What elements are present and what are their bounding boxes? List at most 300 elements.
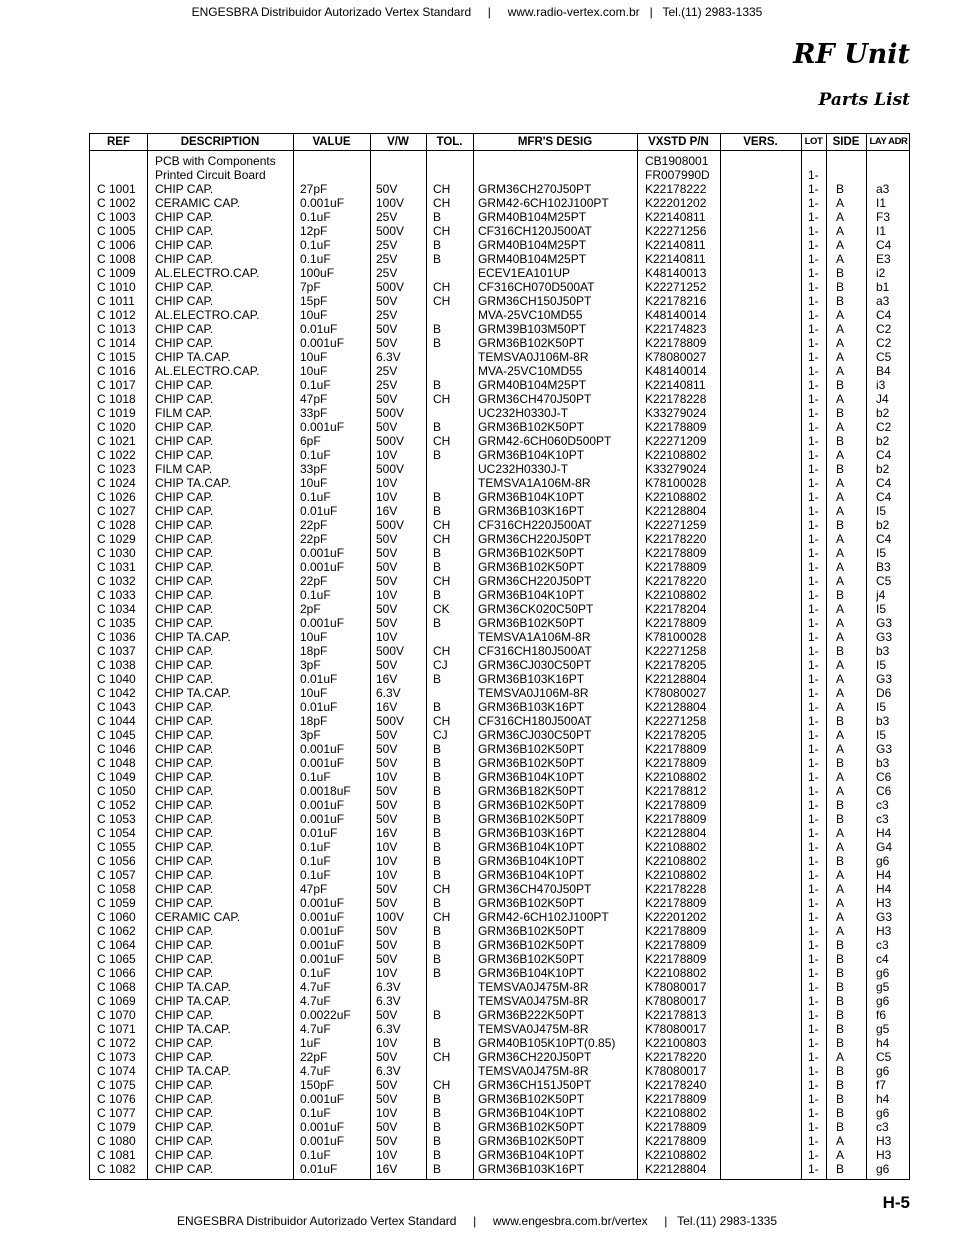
cell-vw: 6.3V xyxy=(376,980,401,994)
cell-value: 10uF xyxy=(300,364,328,378)
cell-value: 2pF xyxy=(300,602,321,616)
cell-ref: C 1082 xyxy=(97,1162,136,1176)
cell-mfr-desig: GRM36B103K16PT xyxy=(478,672,585,686)
cell-lay-adr: b2 xyxy=(876,406,890,420)
cell-vw: 10V xyxy=(376,630,398,644)
cell-description: CHIP TA.CAP. xyxy=(155,1064,231,1078)
cell-value: 0.1uF xyxy=(300,840,331,854)
cell-description: CHIP CAP. xyxy=(155,798,214,812)
table-row xyxy=(90,350,909,364)
cell-side: A xyxy=(836,924,845,938)
cell-lot: 1- xyxy=(808,840,819,854)
cell-vw: 500V xyxy=(376,434,405,448)
cell-vxstd-pn: K22178228 xyxy=(645,882,707,896)
table-row xyxy=(90,994,909,1008)
cell-vxstd-pn: K22140811 xyxy=(645,252,706,266)
cell-lay-adr: E3 xyxy=(876,252,891,266)
cell-side: A xyxy=(836,336,845,350)
cell-lot: 1- xyxy=(808,966,819,980)
cell-mfr-desig: MVA-25VC10MD55 xyxy=(478,308,583,322)
cell-vw: 10V xyxy=(376,490,398,504)
cell-side: A xyxy=(836,602,845,616)
cell-side: A xyxy=(836,238,845,252)
cell-vxstd-pn: K22178809 xyxy=(645,1134,707,1148)
cell-vxstd-pn: K22174823 xyxy=(645,322,707,336)
cell-side: A xyxy=(836,840,845,854)
table-row xyxy=(90,1134,909,1148)
cell-value: 0.001uF xyxy=(300,420,345,434)
cell-vxstd-pn: K22128804 xyxy=(645,700,707,714)
cell-mfr-desig: GRM36B104K10PT xyxy=(478,1148,585,1162)
cell-ref: C 1038 xyxy=(97,658,136,672)
cell-vw: 6.3V xyxy=(376,686,401,700)
table-row xyxy=(90,840,909,854)
cell-vw: 50V xyxy=(376,1078,398,1092)
cell-vw: 500V xyxy=(376,518,405,532)
cell-side: B xyxy=(836,812,845,826)
cell-vw: 50V xyxy=(376,182,398,196)
cell-tol: B xyxy=(433,1162,442,1176)
cell-tol: B xyxy=(433,1106,442,1120)
cell-lot: 1- xyxy=(808,658,819,672)
cell-lot: 1- xyxy=(808,896,819,910)
cell-description: CHIP CAP. xyxy=(155,1120,214,1134)
table-row xyxy=(90,378,909,392)
table-row xyxy=(90,266,909,280)
cell-mfr-desig: GRM36B103K16PT xyxy=(478,504,585,518)
cell-description: CHIP CAP. xyxy=(155,336,214,350)
cell-mfr-desig: TEMSVA1A106M-8R xyxy=(478,476,591,490)
cell-description: CHIP CAP. xyxy=(155,518,214,532)
cell-lay-adr: c3 xyxy=(876,798,889,812)
cell-mfr-desig: GRM36B104K10PT xyxy=(478,588,585,602)
cell-ref: C 1015 xyxy=(97,350,136,364)
table-row xyxy=(90,322,909,336)
table-body xyxy=(90,154,909,1176)
cell-lay-adr: C2 xyxy=(876,336,892,350)
cell-ref: C 1062 xyxy=(97,924,136,938)
cell-value: 1uF xyxy=(300,1036,321,1050)
cell-description: CERAMIC CAP. xyxy=(155,910,241,924)
cell-lay-adr: h4 xyxy=(876,1092,890,1106)
table-row xyxy=(90,1162,909,1176)
cell-lot: 1- xyxy=(808,1134,819,1148)
cell-tol: CH xyxy=(433,644,451,658)
cell-tol: CH xyxy=(433,714,451,728)
cell-vw: 10V xyxy=(376,1148,398,1162)
cell-lot: 1- xyxy=(808,420,819,434)
cell-ref: C 1032 xyxy=(97,574,136,588)
cell-vw: 500V xyxy=(376,406,405,420)
table-row xyxy=(90,476,909,490)
table-row xyxy=(90,420,909,434)
cell-ref: C 1044 xyxy=(97,714,136,728)
cell-mfr-desig: GRM36B104K10PT xyxy=(478,840,585,854)
cell-description: CHIP CAP. xyxy=(155,238,214,252)
cell-value: 0.1uF xyxy=(300,868,331,882)
table-row xyxy=(90,574,909,588)
cell-side: A xyxy=(836,210,845,224)
cell-vxstd-pn: K22140811 xyxy=(645,238,706,252)
cell-lay-adr: H4 xyxy=(876,882,892,896)
cell-value: 22pF xyxy=(300,532,328,546)
cell-vw: 50V xyxy=(376,294,398,308)
cell-lot: 1- xyxy=(808,182,819,196)
cell-description: CHIP CAP. xyxy=(155,756,214,770)
cell-value: 0.01uF xyxy=(300,1162,338,1176)
cell-lay-adr: C6 xyxy=(876,784,892,798)
cell-lot: 1- xyxy=(808,798,819,812)
cell-mfr-desig: GRM36CH220J50PT xyxy=(478,1050,592,1064)
cell-lay-adr: H4 xyxy=(876,826,892,840)
cell-value: 10uF xyxy=(300,630,328,644)
cell-lay-adr: i3 xyxy=(876,378,886,392)
cell-ref: C 1045 xyxy=(97,728,136,742)
cell-lay-adr: b2 xyxy=(876,462,890,476)
cell-tol: B xyxy=(433,210,442,224)
cell-value: 4.7uF xyxy=(300,994,331,1008)
cell-description: CHIP CAP. xyxy=(155,490,214,504)
cell-tol: CH xyxy=(433,224,451,238)
cell-lot: 1- xyxy=(808,756,819,770)
cell-vw: 50V xyxy=(376,1050,398,1064)
cell-value: 0.0022uF xyxy=(300,1008,351,1022)
cell-lay-adr: I5 xyxy=(876,504,887,518)
cell-lay-adr: g6 xyxy=(876,966,890,980)
cell-vxstd-pn: K48140013 xyxy=(645,266,707,280)
cell-tol: B xyxy=(433,336,442,350)
cell-value: 0.001uF xyxy=(300,924,345,938)
cell-vw: 50V xyxy=(376,1120,398,1134)
cell-vxstd-pn: K22140811 xyxy=(645,210,706,224)
cell-description: CHIP CAP. xyxy=(155,1078,214,1092)
cell-side: B xyxy=(836,938,845,952)
cell-lot: 1- xyxy=(808,1022,819,1036)
cell-lot: 1- xyxy=(808,252,819,266)
cell-description: CHIP CAP. xyxy=(155,714,214,728)
cell-description: CHIP CAP. xyxy=(155,546,214,560)
cell-ref: C 1009 xyxy=(97,266,136,280)
cell-side: B xyxy=(836,644,845,658)
cell-description: CHIP CAP. xyxy=(155,700,214,714)
table-row xyxy=(90,532,909,546)
cell-vxstd-pn: CB1908001 xyxy=(645,154,709,168)
cell-ref: C 1071 xyxy=(97,1022,136,1036)
cell-ref: C 1018 xyxy=(97,392,136,406)
cell-vw: 50V xyxy=(376,756,398,770)
cell-lay-adr: f7 xyxy=(876,1078,887,1092)
cell-ref: C 1072 xyxy=(97,1036,136,1050)
cell-vxstd-pn: K22178809 xyxy=(645,896,707,910)
cell-ref: C 1077 xyxy=(97,1106,136,1120)
table-row xyxy=(90,812,909,826)
cell-mfr-desig: GRM36CH270J50PT xyxy=(478,182,592,196)
cell-description: CHIP CAP. xyxy=(155,644,214,658)
cell-ref: C 1080 xyxy=(97,1134,136,1148)
cell-side: B xyxy=(836,714,845,728)
cell-tol: B xyxy=(433,840,442,854)
cell-side: A xyxy=(836,490,845,504)
cell-mfr-desig: GRM36B102K50PT xyxy=(478,1092,585,1106)
cell-value: 18pF xyxy=(300,714,328,728)
cell-vxstd-pn: K22178809 xyxy=(645,1120,707,1134)
cell-description: CHIP CAP. xyxy=(155,182,214,196)
cell-value: 4.7uF xyxy=(300,980,331,994)
header-vw: V/W xyxy=(387,136,409,148)
cell-mfr-desig: GRM36B103K16PT xyxy=(478,1162,585,1176)
cell-lot: 1- xyxy=(808,476,819,490)
cell-vw: 10V xyxy=(376,854,398,868)
cell-description: CHIP CAP. xyxy=(155,672,214,686)
cell-mfr-desig: GRM36B104K10PT xyxy=(478,854,585,868)
cell-lay-adr: c3 xyxy=(876,1120,889,1134)
cell-vxstd-pn: K22178809 xyxy=(645,336,707,350)
cell-side: A xyxy=(836,742,845,756)
cell-tol: B xyxy=(433,1036,442,1050)
cell-value: 0.001uF xyxy=(300,798,345,812)
cell-description: CHIP CAP. xyxy=(155,952,214,966)
cell-lot: 1- xyxy=(808,952,819,966)
cell-vw: 6.3V xyxy=(376,350,401,364)
cell-tol: B xyxy=(433,504,442,518)
cell-tol: B xyxy=(433,420,442,434)
cell-tol: B xyxy=(433,854,442,868)
cell-mfr-desig: GRM36B102K50PT xyxy=(478,1120,585,1134)
cell-lot: 1- xyxy=(808,1148,819,1162)
cell-description: CHIP CAP. xyxy=(155,378,214,392)
cell-ref: C 1012 xyxy=(97,308,136,322)
cell-value: 0.1uF xyxy=(300,378,331,392)
cell-lay-adr: j4 xyxy=(876,588,886,602)
cell-lot: 1- xyxy=(808,308,819,322)
cell-side: A xyxy=(836,1148,845,1162)
cell-value: 0.001uF xyxy=(300,336,345,350)
cell-vxstd-pn: K22128804 xyxy=(645,672,707,686)
cell-tol: B xyxy=(433,812,442,826)
cell-value: 0.1uF xyxy=(300,252,331,266)
table-row xyxy=(90,1120,909,1134)
cell-lay-adr: H3 xyxy=(876,896,892,910)
cell-value: 33pF xyxy=(300,462,328,476)
cell-side: B xyxy=(836,994,845,1008)
cell-mfr-desig: GRM36B104K10PT xyxy=(478,868,585,882)
cell-description: CHIP TA.CAP. xyxy=(155,994,231,1008)
cell-value: 33pF xyxy=(300,406,328,420)
cell-description: CHIP CAP. xyxy=(155,434,214,448)
cell-vw: 50V xyxy=(376,938,398,952)
cell-tol: B xyxy=(433,700,442,714)
cell-ref: C 1079 xyxy=(97,1120,136,1134)
cell-value: 22pF xyxy=(300,574,328,588)
cell-vxstd-pn: K22178809 xyxy=(645,812,707,826)
page-header: ENGESBRA Distribuidor Autorizado Vertex Standard | www.radio-vertex.com.br | Tel.(11) 2983-1335 xyxy=(191,5,763,19)
cell-value: 47pF xyxy=(300,882,328,896)
cell-vxstd-pn: K22128804 xyxy=(645,826,707,840)
cell-description: CHIP CAP. xyxy=(155,812,214,826)
cell-mfr-desig: GRM36CJ030C50PT xyxy=(478,658,592,672)
cell-value: 0.1uF xyxy=(300,490,331,504)
cell-side: B xyxy=(836,1064,845,1078)
cell-lay-adr: I5 xyxy=(876,546,887,560)
cell-lay-adr: C2 xyxy=(876,322,892,336)
table-row xyxy=(90,672,909,686)
cell-lot: 1- xyxy=(808,1008,819,1022)
cell-vw: 50V xyxy=(376,896,398,910)
cell-lay-adr: G3 xyxy=(876,910,893,924)
cell-tol: CH xyxy=(433,1078,451,1092)
cell-lot: 1- xyxy=(808,700,819,714)
cell-value: 0.1uF xyxy=(300,854,331,868)
cell-vxstd-pn: K22271258 xyxy=(645,714,707,728)
table-row xyxy=(90,714,909,728)
cell-ref: C 1054 xyxy=(97,826,136,840)
cell-vw: 6.3V xyxy=(376,1064,401,1078)
cell-lot: 1- xyxy=(808,532,819,546)
cell-tol: CH xyxy=(433,532,451,546)
cell-side: B xyxy=(836,1106,845,1120)
header-lay-adr: LAY ADR xyxy=(869,136,908,147)
cell-ref: C 1036 xyxy=(97,630,136,644)
cell-value: 0.1uF xyxy=(300,238,331,252)
cell-vw: 50V xyxy=(376,602,398,616)
header-vxstd-pn: VXSTD P/N xyxy=(648,136,709,148)
cell-lot: 1- xyxy=(808,742,819,756)
cell-vxstd-pn: K22178240 xyxy=(645,1078,707,1092)
cell-lay-adr: G3 xyxy=(876,672,893,686)
cell-lot: 1- xyxy=(808,1162,819,1176)
cell-mfr-desig: GRM40B104M25PT xyxy=(478,210,587,224)
cell-value: 0.01uF xyxy=(300,826,338,840)
cell-lay-adr: I5 xyxy=(876,700,887,714)
table-row xyxy=(90,1050,909,1064)
cell-description: CHIP TA.CAP. xyxy=(155,980,231,994)
cell-description: CHIP CAP. xyxy=(155,1050,214,1064)
cell-vw: 10V xyxy=(376,966,398,980)
cell-lot: 1- xyxy=(808,280,819,294)
table-row xyxy=(90,728,909,742)
cell-side: A xyxy=(836,700,845,714)
cell-vw: 50V xyxy=(376,532,398,546)
cell-lay-adr: c3 xyxy=(876,812,889,826)
cell-mfr-desig: GRM36B104K10PT xyxy=(478,1106,585,1120)
cell-vxstd-pn: K22201202 xyxy=(645,910,707,924)
cell-vw: 10V xyxy=(376,840,398,854)
cell-description: CHIP CAP. xyxy=(155,966,214,980)
table-row xyxy=(90,882,909,896)
cell-value: 0.1uF xyxy=(300,1148,331,1162)
cell-side: A xyxy=(836,252,845,266)
cell-ref: C 1033 xyxy=(97,588,136,602)
table-row xyxy=(90,630,909,644)
cell-tol: CH xyxy=(433,182,451,196)
table-row xyxy=(90,392,909,406)
cell-lay-adr: C4 xyxy=(876,532,892,546)
cell-mfr-desig: TEMSVA0J475M-8R xyxy=(478,1022,589,1036)
cell-lot: 1- xyxy=(808,168,819,182)
cell-vxstd-pn: K22271209 xyxy=(645,434,707,448)
cell-mfr-desig: GRM40B104M25PT xyxy=(478,238,587,252)
table-row xyxy=(90,616,909,630)
cell-mfr-desig: TEMSVA0J475M-8R xyxy=(478,980,589,994)
cell-ref: C 1055 xyxy=(97,840,136,854)
cell-lay-adr: H3 xyxy=(876,1134,892,1148)
cell-tol: CH xyxy=(433,392,451,406)
cell-vw: 16V xyxy=(376,504,398,518)
cell-lot: 1- xyxy=(808,294,819,308)
cell-description: CHIP CAP. xyxy=(155,574,214,588)
cell-ref: C 1019 xyxy=(97,406,136,420)
cell-side: A xyxy=(836,868,845,882)
cell-side: B xyxy=(836,518,845,532)
cell-description: CHIP CAP. xyxy=(155,924,214,938)
cell-mfr-desig: GRM36B102K50PT xyxy=(478,616,585,630)
cell-description: CHIP CAP. xyxy=(155,1162,214,1176)
cell-lot: 1- xyxy=(808,868,819,882)
cell-description: AL.ELECTRO.CAP. xyxy=(155,308,260,322)
table-header-row xyxy=(90,134,909,151)
cell-vxstd-pn: K48140014 xyxy=(645,308,707,322)
cell-vw: 500V xyxy=(376,644,405,658)
cell-vxstd-pn: K22178809 xyxy=(645,1092,707,1106)
cell-description: CHIP CAP. xyxy=(155,784,214,798)
cell-side: B xyxy=(836,280,845,294)
cell-lot: 1- xyxy=(808,644,819,658)
cell-lot: 1- xyxy=(808,238,819,252)
cell-lot: 1- xyxy=(808,854,819,868)
cell-lot: 1- xyxy=(808,686,819,700)
cell-lay-adr: b1 xyxy=(876,280,890,294)
cell-vxstd-pn: K22271259 xyxy=(645,518,707,532)
cell-tol: CH xyxy=(433,280,451,294)
table-row xyxy=(90,980,909,994)
cell-tol: B xyxy=(433,672,442,686)
cell-ref: C 1040 xyxy=(97,672,136,686)
cell-ref: C 1003 xyxy=(97,210,136,224)
cell-lay-adr: C2 xyxy=(876,420,892,434)
cell-ref: C 1035 xyxy=(97,616,136,630)
cell-vxstd-pn: K22178220 xyxy=(645,574,707,588)
table-row xyxy=(90,1008,909,1022)
cell-mfr-desig: GRM36B222K50PT xyxy=(478,1008,585,1022)
table-row xyxy=(90,1022,909,1036)
cell-lay-adr: H3 xyxy=(876,1148,892,1162)
table-row xyxy=(90,784,909,798)
cell-lot: 1- xyxy=(808,574,819,588)
cell-vw: 10V xyxy=(376,1036,398,1050)
cell-vw: 6.3V xyxy=(376,994,401,1008)
cell-ref: C 1073 xyxy=(97,1050,136,1064)
cell-description: CHIP CAP. xyxy=(155,392,214,406)
cell-value: 0.001uF xyxy=(300,560,345,574)
cell-vw: 25V xyxy=(376,378,398,392)
cell-side: B xyxy=(836,756,845,770)
cell-lay-adr: B3 xyxy=(876,560,891,574)
cell-side: B xyxy=(836,1036,845,1050)
cell-lay-adr: C5 xyxy=(876,350,892,364)
cell-lay-adr: G4 xyxy=(876,840,893,854)
cell-side: A xyxy=(836,350,845,364)
cell-ref: C 1031 xyxy=(97,560,136,574)
cell-side: B xyxy=(836,1022,845,1036)
cell-description: CHIP CAP. xyxy=(155,1036,214,1050)
header-mfr-desig: MFR'S DESIG xyxy=(517,136,593,148)
table-row xyxy=(90,280,909,294)
cell-value: 0.1uF xyxy=(300,770,331,784)
cell-vxstd-pn: K22108802 xyxy=(645,1106,707,1120)
cell-lot: 1- xyxy=(808,322,819,336)
cell-side: A xyxy=(836,784,845,798)
table-row xyxy=(90,364,909,378)
